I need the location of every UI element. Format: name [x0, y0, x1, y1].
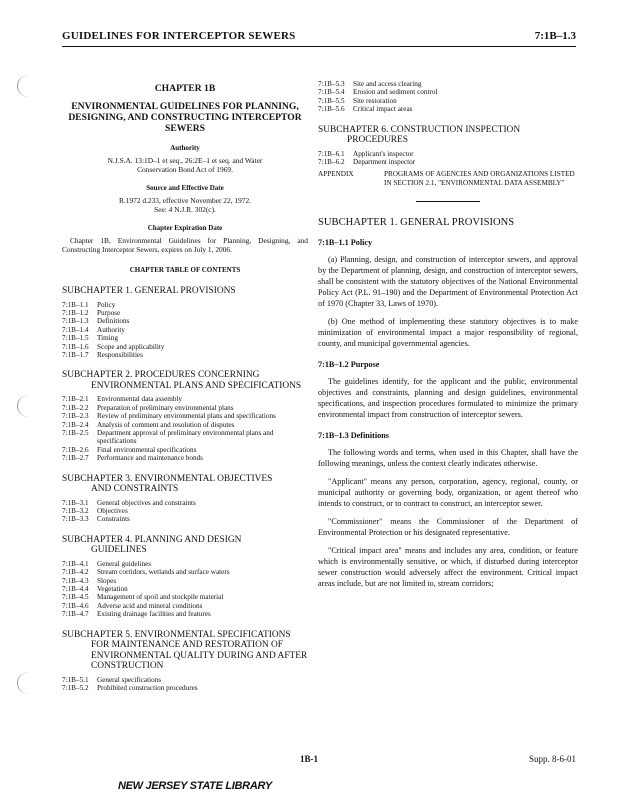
appendix-label: APPENDIX — [318, 170, 354, 179]
toc-entry — [62, 395, 308, 403]
section-heading-policy: 7:1B–1.1 Policy — [318, 238, 373, 248]
toc-entry-number: 7:1B–5.4 — [318, 88, 345, 97]
toc-entry — [318, 97, 578, 105]
definition-commissioner: "Commissioner" means the Commissioner of the Department of Environmental Protection or his designated representative. — [318, 517, 578, 538]
toc-entry-number: 7:1B–4.2 — [62, 568, 89, 577]
toc-entry-number: 7:1B–3.2 — [62, 507, 89, 515]
subchapter-heading: SUBCHAPTER 6. CONSTRUCTION INSPECTION — [318, 124, 521, 135]
toc-entry-number: 7:1B–4.5 — [62, 593, 89, 602]
toc-entry — [62, 317, 308, 325]
table-of-contents — [62, 286, 308, 692]
paragraph: (a) Planning, design, and construction of interceptor sewers, and approval by the Department of planning, design, and construction of interceptor sewers, shall be consistent with the statutory objectives of the National Environmental Policy Act (P.L. 91–190) and the Department of Environmental Protection Act of 1970 (Chapter 33, Laws of 1970). — [318, 255, 578, 309]
authority-heading: Authority — [170, 144, 200, 152]
toc-continued — [318, 80, 578, 114]
toc-entry-number: 7:1B–2.3 — [62, 412, 89, 421]
toc-entry — [318, 80, 578, 88]
toc-entry — [62, 343, 308, 351]
toc-entry-number: 7:1B–6.2 — [318, 158, 345, 167]
toc-entry-number: 7:1B–1.3 — [62, 317, 89, 326]
toc-entry-title: Department inspector — [353, 158, 416, 167]
toc-entry — [62, 412, 308, 420]
header-title: GUIDELINES FOR INTERCEPTOR SEWERS — [62, 30, 296, 42]
toc-entry-title: Objectives — [97, 507, 128, 515]
subchapter-heading: SUBCHAPTER 5. ENVIRONMENTAL SPECIFICATIONS — [62, 629, 291, 640]
toc-entry-number: 7:1B–1.2 — [62, 308, 89, 317]
toc-entry — [318, 158, 578, 166]
toc-list — [62, 499, 308, 524]
running-header — [62, 30, 576, 46]
binder-hole-mark — [17, 395, 40, 417]
toc-entry — [62, 676, 308, 684]
toc-subchapter-6 — [318, 125, 578, 146]
toc-entry-title: Applicant's inspector — [353, 149, 414, 158]
left-column — [62, 80, 308, 692]
toc-entry-number: 7:1B–4.3 — [62, 576, 89, 585]
expiration-text: Chapter 1B, Environmental Guidelines for Planning, Designing, and Constructing Interceptor Sewers, expires on July 1, 2006. — [62, 236, 308, 254]
chapter-label: CHAPTER 1B — [154, 83, 216, 94]
toc-entry-title: Existing drainage facilities and features — [97, 610, 211, 619]
toc-entry — [62, 577, 308, 585]
toc-entry — [318, 150, 578, 158]
toc-entry-number: 7:1B–2.1 — [62, 395, 89, 404]
definition-critical-impact-area: "Critical impact area" means and includes any area, condition, or feature which is environmentally sensitive, or which, if disturbed during interceptor sewer construction would adversely affect the environment. Critical impact areas include, but are not limited to, stream corridors; — [318, 546, 578, 589]
header-section-number: 7:1B–1.3 — [534, 30, 576, 42]
toc-entry — [62, 684, 308, 692]
toc-subchapter-6-items — [318, 150, 578, 167]
toc-entry-title: Site restoration — [353, 96, 397, 105]
subchapter-1-heading: SUBCHAPTER 1. GENERAL PROVISIONS — [318, 217, 515, 229]
authority-text: N.J.S.A. 13:1D–1 et seq., 26:2E–1 et seq. and Water Conservation Bond Act of 1969. — [107, 156, 263, 174]
toc-entry-number: 7:1B–6.1 — [318, 149, 345, 158]
toc-entry — [62, 610, 308, 618]
toc-list — [62, 395, 308, 462]
toc-entry-title: Definitions — [97, 317, 130, 326]
binder-hole-mark — [17, 75, 40, 97]
toc-entry-number: 7:1B–5.5 — [318, 96, 345, 105]
toc-entry-title: Responsibilities — [97, 350, 143, 359]
toc-entry — [62, 351, 308, 359]
appendix-entry — [318, 170, 578, 187]
toc-entry-number: 7:1B–1.7 — [62, 350, 89, 359]
subchapter-heading: SUBCHAPTER 1. GENERAL PROVISIONS — [62, 286, 236, 296]
toc-entry-number: 7:1B–1.4 — [62, 325, 89, 334]
toc-entry — [62, 499, 308, 507]
toc-entry-number: 7:1B–3.3 — [62, 515, 89, 524]
toc-entry — [62, 602, 308, 610]
toc-entry-number: 7:1B–4.1 — [62, 559, 89, 568]
toc-entry — [62, 593, 308, 601]
expiration-heading: Chapter Expiration Date — [147, 224, 223, 232]
toc-entry-number: 7:1B–5.6 — [318, 105, 345, 114]
toc-entry-number: 7:1B–4.6 — [62, 601, 89, 610]
section-divider — [416, 201, 480, 202]
toc-entry-title: Site and access clearing — [353, 80, 422, 88]
toc-entry-number: 7:1B–3.1 — [62, 498, 89, 507]
source-line-2: See: 4 N.J.R. 302(c). — [154, 205, 216, 214]
toc-entry-title: Prohibited construction procedures — [97, 684, 198, 693]
toc-entry-title: Timing — [97, 334, 118, 343]
toc-entry-title: Constraints — [97, 515, 130, 524]
toc-entry-number: 7:1B–2.5 — [62, 428, 89, 437]
appendix-text: PROGRAMS OF AGENCIES AND ORGANIZATIONS LISTED IN SECTION 2.1, "ENVIRONMENTAL DATA ASSEMBLY" — [384, 170, 575, 187]
toc-entry-title: Performance and maintenance bonds — [97, 454, 203, 463]
toc-heading: CHAPTER TABLE OF CONTENTS — [129, 266, 241, 274]
toc-entry-title: Authority — [97, 325, 125, 334]
toc-entry-number: 7:1B–2.2 — [62, 403, 89, 412]
toc-entry — [62, 568, 308, 576]
toc-entry-title: Scope and applicability — [97, 342, 165, 351]
toc-entry-number: 7:1B–2.6 — [62, 445, 89, 454]
binder-hole-mark — [17, 672, 40, 694]
subchapter-heading: SUBCHAPTER 3. ENVIRONMENTAL OBJECTIVES — [62, 473, 273, 484]
toc-entry-title: General guidelines — [97, 559, 152, 568]
paragraph: The following words and terms, when used in this Chapter, shall have the following meanings, unless the context clearly indicates otherwise. — [318, 448, 578, 469]
page-number: 1B-1 — [300, 754, 318, 764]
toc-entry — [62, 560, 308, 568]
subchapter-heading: SUBCHAPTER 4. PLANNING AND DESIGN — [62, 534, 242, 545]
supplement-date: Supp. 8-6-01 — [529, 754, 576, 764]
toc-entry-title: Department approval of preliminary environmental plans and specifications — [97, 428, 274, 446]
toc-list — [62, 560, 308, 619]
toc-subchapter-heading — [62, 286, 308, 297]
toc-entry-title: Policy — [97, 300, 116, 309]
toc-entry — [62, 301, 308, 309]
library-stamp: NEW JERSEY STATE LIBRARY — [118, 780, 272, 792]
toc-entry — [62, 421, 308, 429]
right-column — [318, 80, 578, 589]
toc-entry-number: 7:1B–1.1 — [62, 300, 89, 309]
toc-entry-title: General objectives and constraints — [97, 498, 196, 507]
section-heading-definitions: 7:1B–1.3 Definitions — [318, 431, 389, 441]
toc-entry-title: Review of preliminary environmental plans and specifications — [97, 412, 276, 421]
subchapter-heading: SUBCHAPTER 2. PROCEDURES CONCERNING — [62, 370, 260, 381]
toc-entry — [62, 309, 308, 317]
toc-entry-title: Stream corridors, wetlands and surface waters — [97, 568, 230, 577]
subchapter-heading-cont: GUIDELINES — [91, 545, 147, 556]
toc-entry-number: 7:1B–2.4 — [62, 420, 89, 429]
toc-entry-number: 7:1B–5.3 — [318, 80, 345, 88]
toc-entry-number: 7:1B–4.7 — [62, 610, 89, 619]
toc-entry-title: Erosion and sediment control — [353, 88, 438, 97]
toc-list — [62, 676, 308, 693]
subchapter-heading-cont: ENVIRONMENTAL PLANS AND SPECIFICATIONS — [91, 380, 302, 391]
toc-list — [62, 301, 308, 360]
chapter-title: ENVIRONMENTAL GUIDELINES FOR PLANNING, DESIGNING, AND CONSTRUCTING INTERCEPTOR SEWERS — [68, 101, 302, 134]
toc-entry-number: 7:1B–1.5 — [62, 334, 89, 343]
definition-applicant: "Applicant" means any person, corporation, agency, regional, county, or municipal authority or governing body, organization, or agent thereof who intends to construct, or to contract to construct, an interceptor sewer. — [318, 477, 578, 509]
toc-entry-number: 7:1B–4.4 — [62, 585, 89, 594]
subchapter-heading-cont: AND CONSTRAINTS — [91, 484, 179, 495]
toc-entry-title: Management of spoil and stockpile material — [97, 593, 224, 602]
subchapter-heading-cont: FOR MAINTENANCE AND RESTORATION OF ENVIRONMENTAL QUALITY DURING AND AFTER CONSTRUCTION — [91, 640, 308, 672]
toc-entry — [318, 88, 578, 96]
toc-entry — [62, 429, 308, 446]
toc-subchapter-heading — [62, 370, 308, 391]
toc-entry-title: Environmental data assembly — [97, 395, 183, 404]
toc-entry-number: 7:1B–2.7 — [62, 454, 89, 463]
toc-entry-title: General specifications — [97, 675, 162, 684]
toc-entry-title: Analysis of comment and resolution of disputes — [97, 420, 235, 429]
toc-entry-title: Vegetation — [97, 585, 128, 594]
header-rule — [62, 46, 576, 47]
toc-entry — [62, 507, 308, 515]
toc-entry-title: Adverse acid and mineral conditions — [97, 601, 203, 610]
source-line-1: R.1972 d.233, effective November 22, 1972. — [118, 196, 252, 205]
toc-entry — [62, 446, 308, 454]
toc-entry-title: Critical impact areas — [353, 105, 413, 114]
toc-entry-number: 7:1B–1.6 — [62, 342, 89, 351]
section-heading-purpose: 7:1B–1.2 Purpose — [318, 360, 380, 370]
toc-entry-number: 7:1B–5.1 — [62, 675, 89, 684]
toc-entry — [318, 105, 578, 113]
toc-entry-number: 7:1B–5.2 — [62, 684, 89, 693]
toc-entry-title: Purpose — [97, 308, 121, 317]
toc-entry-title: Slopes — [97, 576, 117, 585]
subchapter-heading-cont: PROCEDURES — [347, 135, 408, 146]
toc-entry — [62, 454, 308, 462]
toc-entry — [62, 334, 308, 342]
toc-entry-title: Final environmental specifications — [97, 445, 197, 454]
toc-subchapter-heading — [62, 474, 308, 495]
paragraph: (b) One method of implementing these statutory objectives is to make minimization of environmental impact a major responsibility of regional, county, and municipal governmental agencies. — [318, 317, 578, 349]
toc-entry — [62, 515, 308, 523]
toc-subchapter-heading — [62, 535, 308, 556]
toc-entry — [62, 585, 308, 593]
source-heading: Source and Effective Date — [146, 184, 224, 192]
toc-entry — [62, 404, 308, 412]
paragraph: The guidelines identify, for the applicant and the public, environmental objectives and constraints, planning and design guidelines, environmental specifications, and inspection procedures formulated to minimize the primary environmental impact from construction of interceptor sewers. — [318, 377, 578, 420]
toc-subchapter-heading — [62, 630, 308, 672]
toc-entry-title: Preparation of preliminary environmental plans — [97, 403, 234, 412]
toc-entry — [62, 326, 308, 334]
